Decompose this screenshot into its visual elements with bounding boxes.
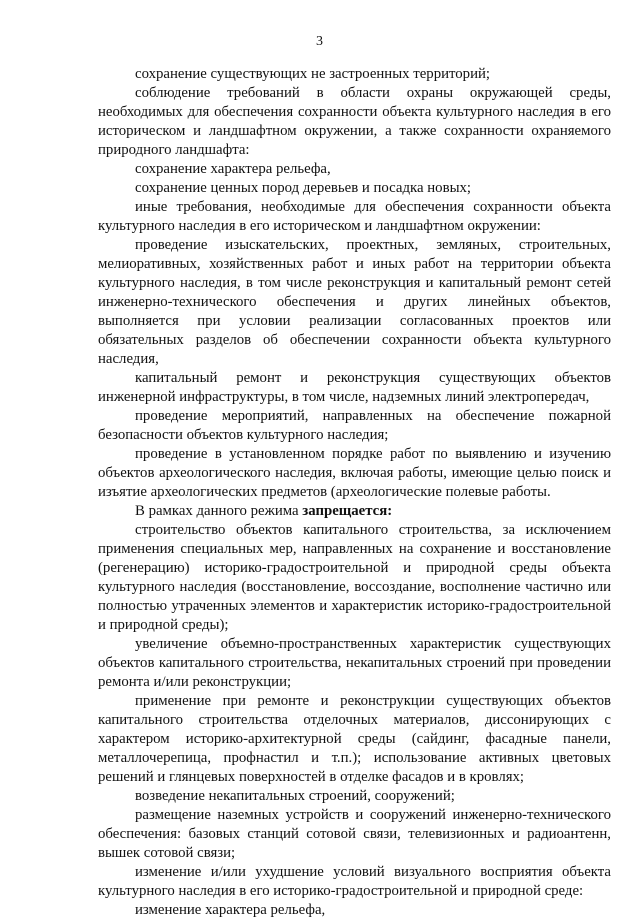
regime-prohibited-label: запрещается:	[302, 503, 393, 519]
paragraph: проведение мероприятий, направленных на обеспечение пожарной безопасности объектов культурного наследия;	[98, 408, 611, 443]
paragraph: строительство объектов капитального строительства, за исключением применения специальных мер, направленных на сохранение и восстановление (регенерацию) историко-градостроительной и природной среды объекта культурного наследия (восстановление, воссоздание, восполнение частично или полностью утраченных элементов и характеристик историко-градостроительной и природной среды);	[98, 522, 611, 633]
paragraph: сохранение характера рельефа,	[135, 161, 331, 177]
paragraph: проведение в установленном порядке работ по выявлению и изучению объектов археологического наследия, включая работы, имеющие целью поиск и изъятие археологических предметов (археологические полевые работы.	[98, 446, 611, 500]
paragraph: увеличение объемно-пространственных характеристик существующих объектов капитального строительства, некапитальных строений при проведении ремонта и/или реконструкции;	[98, 636, 611, 690]
paragraph: иные требования, необходимые для обеспечения сохранности объекта культурного наследия в его историческом и ландшафтном окружении:	[98, 199, 611, 234]
paragraph: проведение изыскательских, проектных, земляных, строительных, мелиоративных, хозяйственных работ и иных работ на территории объекта культурного наследия, в том числе реконструкция и капитальный ремонт сетей инженерно-технического обеспечения и других линейных объектов, выполняется при условии реализации согласованных проектов или обязательных разделов об обеспечении сохранности объекта культурного наследия,	[98, 237, 611, 367]
page-number: 3	[316, 34, 323, 49]
regime-prefix: В рамках данного режима	[135, 503, 303, 519]
paragraph: соблюдение требований в области охраны окружающей среды, необходимых для обеспечения сохранности объекта культурного наследия в его историческом и ландшафтном окружении, а также сохранности охраняемого природного ландшафта:	[98, 85, 611, 158]
paragraph: возведение некапитальных строений, сооружений;	[135, 788, 455, 804]
paragraph: сохранение существующих не застроенных территорий;	[135, 66, 491, 82]
paragraph: размещение наземных устройств и сооружений инженерно-технического обеспечения: базовых станций сотовой связи, телевизионных и радиоантенн, вышек сотовой связи;	[98, 807, 611, 861]
paragraph: изменение и/или ухудшение условий визуального восприятия объекта культурного наследия в его историко-градостроительной и природной среде:	[98, 864, 611, 899]
paragraph: изменение характера рельефа,	[135, 902, 326, 918]
document-body	[98, 65, 611, 920]
paragraph: применение при ремонте и реконструкции существующих объектов капитального строительства отделочных материалов, диссонирующих с характером историко-архитектурной среды (сайдинг, фасадные панели, металлочерепица, профнастил и т.п.); использование активных цветовых решений и глянцевых поверхностей в отделке фасадов и в кровлях;	[98, 693, 611, 785]
regime-paragraph	[98, 502, 611, 521]
paragraph: сохранение ценных пород деревьев и посадка новых;	[135, 180, 472, 196]
paragraph: капитальный ремонт и реконструкция существующих объектов инженерной инфраструктуры, в том числе, надземных линий электропередач,	[98, 370, 611, 405]
